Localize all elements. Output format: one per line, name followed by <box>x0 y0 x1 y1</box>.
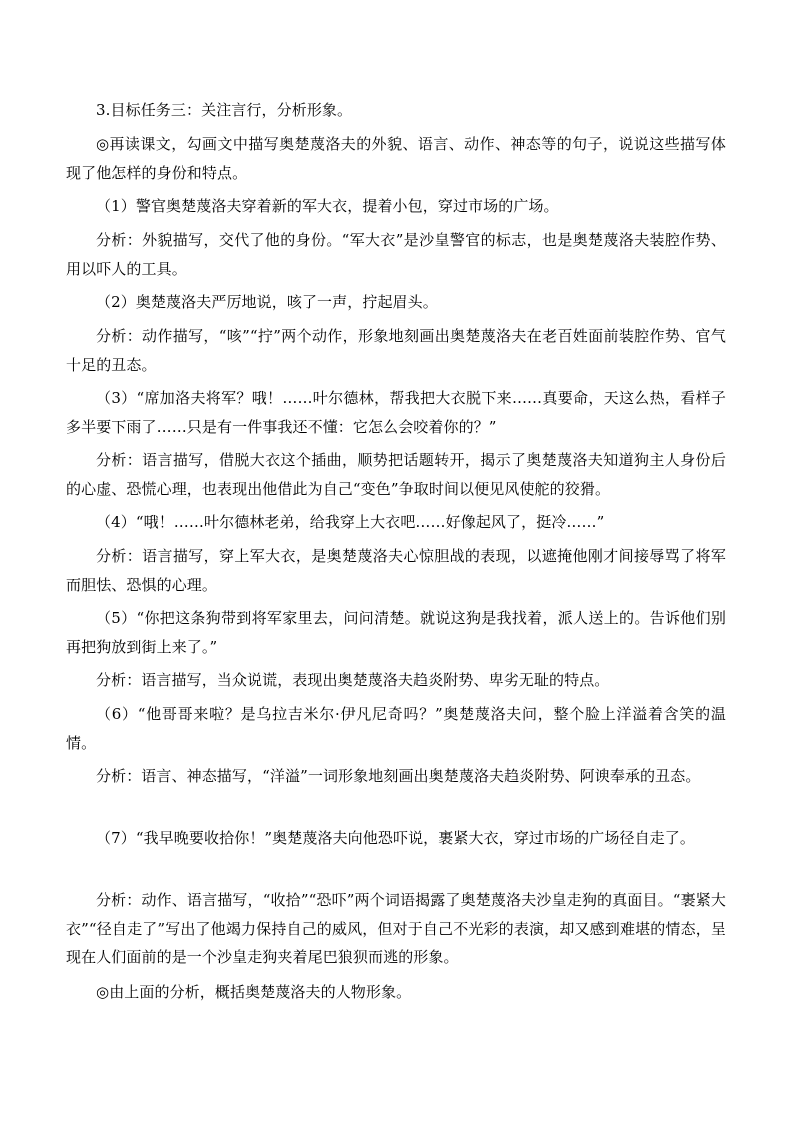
quote-7: （7）“我早晚要收拾你！”奥楚蔑洛夫向他恐吓说，裹紧大衣，穿过市场的广场径自走了。 <box>96 829 695 847</box>
analysis-1: 分析：外貌描写，交代了他的身份。“军大衣”是沙皇警官的标志，也是奥楚蔑洛夫装腔作势、用以吓人的工具。 <box>66 231 726 278</box>
quote-6: （6）“他哥哥来啦？是乌拉吉米尔·伊凡尼奇吗？”奥楚蔑洛夫问，整个脸上洋溢着含笑的温情。 <box>66 705 726 752</box>
instruction-summary: ◎由上面的分析，概括奥楚蔑洛夫的人物形象。 <box>96 983 412 1001</box>
quote-3: （3）“席加洛夫将军？哦！……叶尔德林，帮我把大衣脱下来……真要命，天这么热，看样子多半要下雨了……只是有一件事我还不懂：它怎么会咬着你的？” <box>66 389 726 436</box>
analysis-4: 分析：语言描写，穿上军大衣，是奥楚蔑洛夫心惊胆战的表现，以遮掩他刚才间接辱骂了将军而胆怯、恐惧的心理。 <box>66 547 726 594</box>
analysis-7: 分析：动作、语言描写，“收拾”“恐吓”两个词语揭露了奥楚蔑洛夫沙皇走狗的真面目。“裹紧大衣”“径自走了”写出了他竭力保持自己的威风，但对于自己不光彩的表演，却又感到难堪的情态，呈现在人们面前的是一个沙皇走狗夹着尾巴狼狈而逃的形象。 <box>66 891 726 967</box>
quote-2: （2）奥楚蔑洛夫严厉地说，咳了一声，拧起眉头。 <box>96 293 438 311</box>
analysis-5: 分析：语言描写，当众说谎，表现出奥楚蔑洛夫趋炎附势、卑劣无耻的特点。 <box>96 671 610 689</box>
analysis-3: 分析：语言描写，借脱大衣这个插曲，顺势把话题转开，揭示了奥楚蔑洛夫知道狗主人身份后的心虚、恐慌心理，也表现出他借此为自己“变色”争取时间以便见风使舵的狡猾。 <box>66 451 726 498</box>
quote-5: （5）“你把这条狗带到将军家里去，问问清楚。就说这狗是我找着，派人送上的。告诉他们别再把狗放到街上来了。” <box>66 609 726 656</box>
quote-1: （1）警官奥楚蔑洛夫穿着新的军大衣，提着小包，穿过市场的广场。 <box>96 197 559 215</box>
quote-4: （4）“哦！……叶尔德林老弟，给我穿上大衣吧……好像起风了，挺冷……” <box>96 513 605 531</box>
instruction-reread: ◎再读课文，勾画文中描写奥楚蔑洛夫的外貌、语言、动作、神态等的句子，说说这些描写体现了他怎样的身份和特点。 <box>66 135 726 182</box>
analysis-6: 分析：语言、神态描写，“洋溢”一词形象地刻画出奥楚蔑洛夫趋炎附势、阿谀奉承的丑态。 <box>96 767 701 785</box>
task-heading: 3.目标任务三：关注言行，分析形象。 <box>96 101 353 119</box>
analysis-2: 分析：动作描写，“咳”“拧”两个动作，形象地刻画出奥楚蔑洛夫在老百姓面前装腔作势、官气十足的丑态。 <box>66 327 726 374</box>
